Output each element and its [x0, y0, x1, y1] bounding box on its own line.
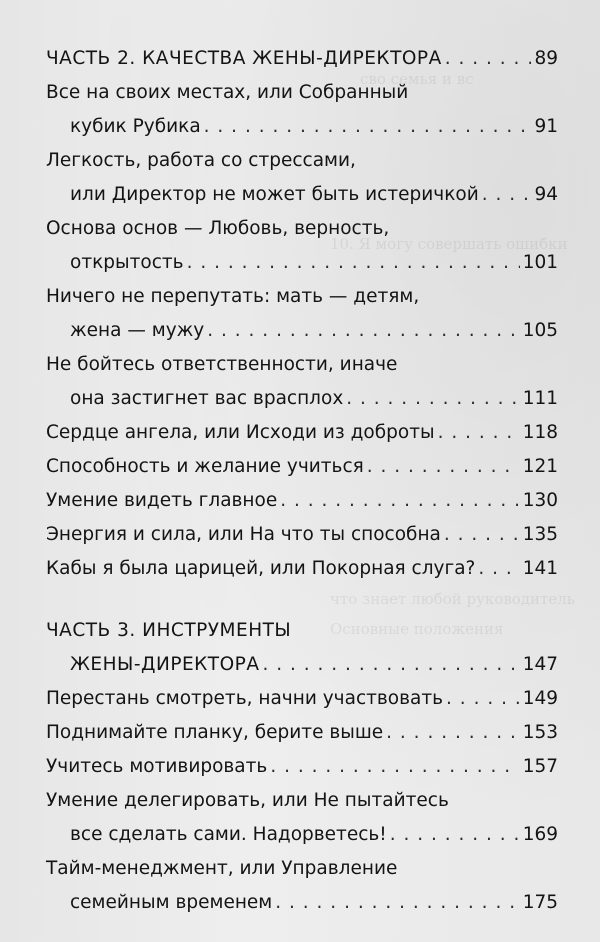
toc-page-number: 153: [522, 722, 558, 743]
toc-entry-line: [46, 212, 558, 246]
toc-entry: [46, 518, 558, 552]
toc-entry-line: [46, 348, 558, 382]
toc-entry-line: [46, 682, 558, 716]
toc-entry-title: Поднимайте планку, берите выше: [46, 722, 384, 743]
toc-part-heading-line: [46, 614, 558, 648]
toc-entry-line: [46, 450, 558, 484]
toc-entry: [46, 416, 558, 450]
dot-leader: [270, 750, 519, 784]
toc-entry-line: [46, 750, 558, 784]
toc-part: [46, 42, 558, 586]
dot-leader: [275, 886, 519, 920]
toc-entry-title: Способность и желание учиться: [46, 456, 364, 477]
toc-entry-line: [46, 716, 558, 750]
toc-entry-title: Не бойтесь ответственности, иначе: [46, 354, 398, 375]
toc-page-number: 111: [522, 388, 558, 409]
dot-leader: [207, 314, 519, 348]
toc-entry-line: [46, 246, 558, 280]
dot-leader: [444, 518, 520, 552]
dot-leader: [445, 42, 532, 76]
toc-page-number: 175: [522, 892, 558, 913]
toc-entry-line: [46, 416, 558, 450]
toc-entry-line: [46, 280, 558, 314]
toc-entry: [46, 484, 558, 518]
dot-leader: [478, 552, 519, 586]
toc-page-number: 147: [522, 654, 558, 675]
toc-entry-title: она застигнет вас врасплох: [70, 388, 344, 409]
toc-entry-title: или Директор не может быть истеричкой: [70, 184, 479, 205]
toc-page-number: 118: [522, 422, 558, 443]
dot-leader: [187, 246, 520, 280]
toc-entry-title: Все на своих местах, или Собранный: [46, 82, 409, 103]
toc-entry-title: Основа основ — Любовь, верность,: [46, 218, 390, 239]
toc-entry-title: жена — мужу: [70, 320, 205, 341]
dot-leader: [367, 450, 520, 484]
dot-leader: [204, 110, 532, 144]
toc-part-heading: [46, 614, 558, 682]
toc-entry-title: Кабы я была царицей, или Покорная слуга?: [46, 558, 476, 579]
toc-page-number: 89: [534, 48, 558, 69]
toc-page-number: 141: [522, 558, 558, 579]
toc-entry-title: открытость: [70, 252, 184, 273]
toc-entry-title: Ничего не перепутать: мать — детям,: [46, 286, 420, 307]
toc-entry: [46, 76, 558, 144]
dot-leader: [262, 648, 519, 682]
toc-entry: [46, 852, 558, 920]
toc-entry: [46, 750, 558, 784]
toc-entry: [46, 212, 558, 280]
toc-entry-title: семейным временем: [70, 892, 273, 913]
toc-entry-title: Тайм-менеджмент, или Управление: [46, 858, 398, 879]
toc-entry: [46, 348, 558, 416]
toc-page-number: 94: [534, 184, 558, 205]
toc-page-number: 91: [534, 116, 558, 137]
toc-entry: [46, 682, 558, 716]
toc-entry-title: Энергия и сила, или На что ты способна: [46, 524, 441, 545]
toc-entry-title: все сделать сами. Надорветесь!: [70, 824, 387, 845]
toc-page-number: 149: [522, 688, 558, 709]
toc-part-heading-text: ЧАСТЬ 2. КАЧЕСТВА ЖЕНЫ-ДИРЕКТОРА: [46, 48, 442, 69]
toc-entry: [46, 450, 558, 484]
toc-entry-line: [46, 144, 558, 178]
toc-part-heading-line: [46, 42, 558, 76]
toc-entry: [46, 716, 558, 750]
toc-part-heading-text: ЧАСТЬ 3. ИНСТРУМЕНТЫ: [46, 620, 292, 641]
toc-page-number: 135: [522, 524, 558, 545]
toc-part: [46, 614, 558, 920]
toc-page-number: 169: [522, 824, 558, 845]
toc-entry-title: Умение делегировать, или Не пытайтесь: [46, 790, 449, 811]
toc-entry: [46, 144, 558, 212]
toc-page-number: 105: [522, 320, 558, 341]
toc-page-number: 130: [522, 490, 558, 511]
toc-entry-line: [46, 314, 558, 348]
toc-part-heading-text: ЖЕНЫ-ДИРЕКТОРА: [70, 654, 260, 675]
toc-entry-line: [46, 552, 558, 586]
toc-entry-line: [46, 818, 558, 852]
toc-page-number: 121: [522, 456, 558, 477]
dot-leader: [446, 682, 520, 716]
toc-part-heading-line: [46, 648, 558, 682]
toc-entry-line: [46, 886, 558, 920]
toc-entry-title: Легкость, работа со стрессами,: [46, 150, 356, 171]
toc-part-heading: [46, 42, 558, 76]
toc-entry-line: [46, 852, 558, 886]
dot-leader: [346, 382, 519, 416]
dot-leader: [482, 178, 532, 212]
toc-entry-line: [46, 784, 558, 818]
table-of-contents: [46, 42, 558, 920]
dot-leader: [280, 484, 519, 518]
toc-entry-title: Учитесь мотивировать: [46, 756, 268, 777]
toc-entry-line: [46, 76, 558, 110]
toc-page-number: 101: [522, 252, 558, 273]
toc-entry: [46, 552, 558, 586]
toc-entry-title: кубик Рубика: [70, 116, 201, 137]
toc-entry-title: Перестань смотреть, начни участвовать: [46, 688, 444, 709]
dot-leader: [386, 716, 520, 750]
toc-entry: [46, 784, 558, 852]
toc-entry-line: [46, 518, 558, 552]
toc-entry-title: Сердце ангела, или Исходи из доброты: [46, 422, 435, 443]
dot-leader: [438, 416, 520, 450]
toc-entry-line: [46, 110, 558, 144]
toc-entry-line: [46, 484, 558, 518]
dot-leader: [390, 818, 520, 852]
toc-entry: [46, 280, 558, 348]
toc-entry-line: [46, 382, 558, 416]
toc-entry-title: Умение видеть главное: [46, 490, 278, 511]
toc-entry-line: [46, 178, 558, 212]
toc-page-number: 157: [522, 756, 558, 777]
